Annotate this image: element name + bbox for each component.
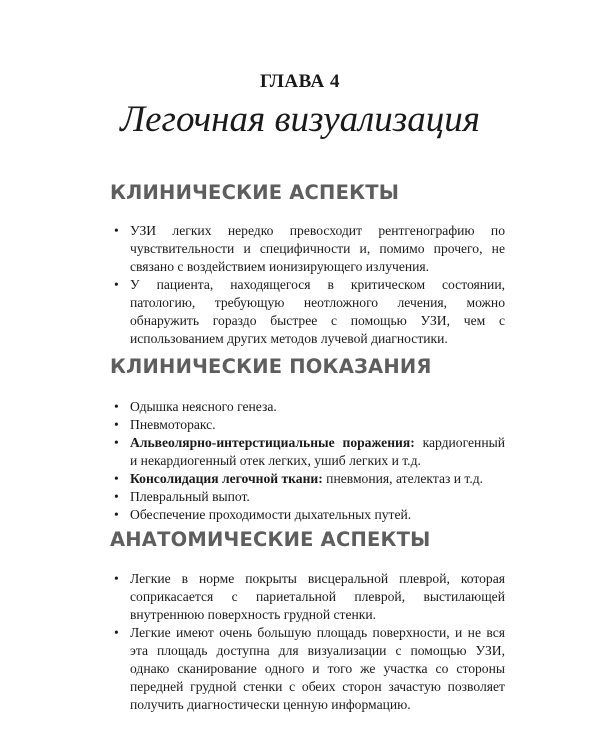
bullet-icon: •: [114, 471, 119, 486]
item-lead: Консолидация легочной ткани:: [130, 471, 323, 486]
item-lead: Альвеолярно-интерстициальные поражения:: [130, 435, 415, 450]
section-heading: КЛИНИЧЕСКИЕ АСПЕКТЫ: [110, 181, 400, 204]
bullet-list: [110, 398, 505, 524]
bullet-icon: •: [114, 489, 119, 504]
bullet-icon: •: [114, 223, 119, 238]
bullet-list: [110, 222, 505, 348]
bullet-icon: •: [114, 625, 119, 640]
item-text: Обеспечение проходимости дыхательных путей.: [130, 507, 412, 522]
list-item: [110, 276, 505, 348]
item-text: Пневмоторакс.: [130, 417, 216, 432]
item-text: УЗИ легких нередко превосходит рентгенографию по чувствительности и специфичности и, помимо прочего, не связано с воздействием ионизирующего излучения.: [130, 223, 505, 274]
list-item: [110, 488, 505, 506]
list-item: [110, 434, 505, 470]
item-text: пневмония, ателектаз и т.д.: [322, 471, 484, 486]
bullet-list: [110, 570, 505, 714]
section-heading: КЛИНИЧЕСКИЕ ПОКАЗАНИЯ: [110, 355, 432, 378]
bullet-icon: •: [114, 571, 119, 586]
list-item: [110, 570, 505, 624]
list-item: [110, 398, 505, 416]
section-clinical-aspects: [110, 181, 505, 348]
item-text: Легкие в норме покрыты висцеральной плеврой, которая соприкасается с париетальной плеврой, выстилающей внутреннюю поверхность грудной стенки.: [130, 571, 505, 622]
bullet-icon: •: [114, 417, 119, 432]
item-text: У пациента, находящегося в критическом состоянии, патологию, требующую неотложного лечения, можно обнаружить гораздо быстрее с помощью УЗИ, чем с использованием других методов лучевой диагностики.: [130, 277, 505, 346]
bullet-icon: •: [114, 507, 119, 522]
bullet-icon: •: [114, 399, 119, 414]
list-item: [110, 416, 505, 434]
list-item: [110, 624, 505, 714]
chapter-title: Легочная визуализация: [120, 99, 480, 140]
list-item: [110, 506, 505, 524]
bullet-icon: •: [114, 277, 119, 292]
section-clinical-indications: [110, 355, 505, 524]
item-text: Плевральный выпот.: [130, 489, 250, 504]
item-text: Одышка неясного генеза.: [130, 399, 277, 414]
list-item: [110, 470, 505, 488]
chapter-number: ГЛАВА 4: [259, 71, 341, 92]
item-text: кардиогенный и некардиогенный отек легких, ушиб легких и т.д.: [130, 435, 505, 468]
list-item: [110, 222, 505, 276]
item-text: Легкие имеют очень большую площадь поверхности, и не вся эта площадь доступна для визуализации с помощью УЗИ, однако сканирование одного и того же участка со стороны передней грудной стенки с обеих сторон зачастую позволяет получить диагностически ценную информацию.: [130, 625, 505, 712]
bullet-icon: •: [114, 435, 119, 450]
section-heading: АНАТОМИЧЕСКИЕ АСПЕКТЫ: [110, 528, 431, 551]
section-anatomical-aspects: [110, 528, 505, 714]
